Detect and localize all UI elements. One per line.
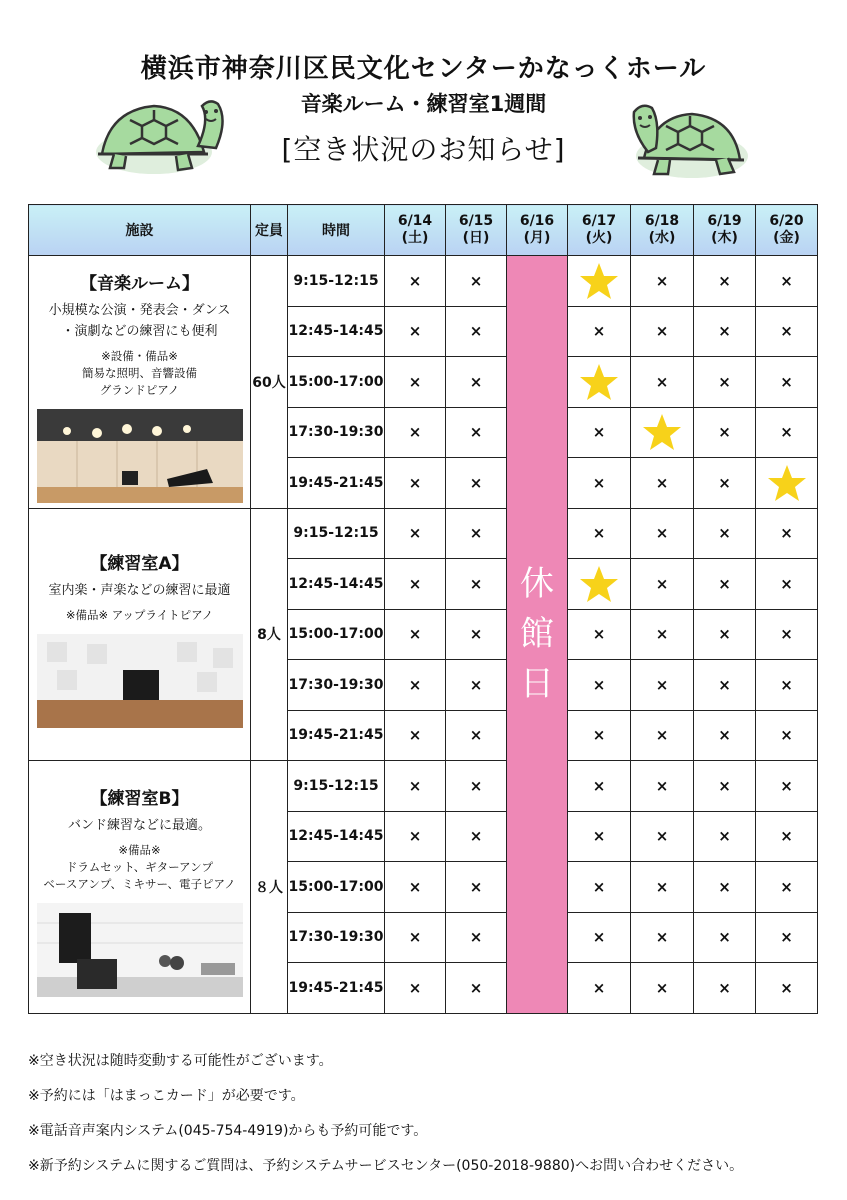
header-date-5 <box>694 205 756 256</box>
availability-cell-full: × <box>385 407 446 458</box>
availability-cell-full: × <box>756 912 818 963</box>
availability-cell-full: × <box>385 710 446 761</box>
available-star-icon <box>579 362 619 402</box>
time-slot: 15:00-17:00 <box>288 357 385 408</box>
availability-cell-full: × <box>756 256 818 307</box>
closed-char: 館 <box>520 614 554 655</box>
availability-cell-full: × <box>694 912 756 963</box>
date-label: 6/20 <box>769 213 804 229</box>
availability-cell-full: × <box>631 761 694 812</box>
availability-cell-full: × <box>756 559 818 610</box>
availability-cell-full: × <box>694 609 756 660</box>
available-star-icon <box>642 412 682 452</box>
availability-cell-full: × <box>568 761 631 812</box>
availability-cell-full: × <box>446 609 507 660</box>
availability-cell-full: × <box>694 256 756 307</box>
facility-description <box>29 580 250 601</box>
availability-cell-full: × <box>756 710 818 761</box>
day-label: (月) <box>523 230 551 246</box>
availability-cell-available <box>568 559 631 610</box>
time-slot: 12:45-14:45 <box>288 811 385 862</box>
facility-name: 【練習室B】 <box>90 789 189 810</box>
facility-equip-line: ベースアンプ、ミキサー、電子ピアノ <box>43 877 236 892</box>
availability-cell-full: × <box>446 508 507 559</box>
time-slot: 19:45-21:45 <box>288 710 385 761</box>
availability-cell-full: × <box>568 407 631 458</box>
availability-cell-full: × <box>631 357 694 408</box>
capacity-cell: 60人 <box>251 256 288 509</box>
availability-cell-full: × <box>756 761 818 812</box>
availability-cell-full: × <box>694 508 756 559</box>
facility-name: 【練習室A】 <box>90 553 189 574</box>
time-slot: 9:15-12:15 <box>288 761 385 812</box>
availability-cell-full: × <box>631 811 694 862</box>
time-slot: 9:15-12:15 <box>288 256 385 307</box>
availability-cell-full: × <box>446 963 507 1014</box>
availability-cell-full: × <box>756 963 818 1014</box>
header-date-4 <box>631 205 694 256</box>
facility-equip-line: グランドピアノ <box>99 382 180 397</box>
note-1: ※空き状況は随時変動する可能性がございます。 <box>28 1053 333 1069</box>
facility-equip-line: ※設備・備品※ <box>101 348 178 363</box>
availability-cell-full: × <box>568 912 631 963</box>
day-label: (木) <box>711 230 738 246</box>
availability-cell-full: × <box>568 458 631 509</box>
facility-desc-line: バンド練習などに最適。 <box>67 818 211 834</box>
availability-cell-full: × <box>631 963 694 1014</box>
time-slot: 12:45-14:45 <box>288 559 385 610</box>
day-label: (日) <box>462 230 490 246</box>
availability-cell-full: × <box>694 458 756 509</box>
table-row <box>29 256 818 307</box>
availability-cell-full: × <box>385 811 446 862</box>
availability-cell-full: × <box>631 710 694 761</box>
facility-desc-line: ・演劇などの練習にも便利 <box>61 323 218 339</box>
availability-cell-full: × <box>756 357 818 408</box>
facility-desc-line: 室内楽・声楽などの練習に最適 <box>48 582 231 598</box>
time-slot: 19:45-21:45 <box>288 458 385 509</box>
availability-cell-full: × <box>694 357 756 408</box>
facility-cell <box>29 256 251 509</box>
availability-cell-full: × <box>446 357 507 408</box>
availability-cell-full: × <box>385 306 446 357</box>
availability-cell-full: × <box>631 306 694 357</box>
facility-equipment <box>29 607 250 624</box>
table-row <box>29 508 818 559</box>
closed-char: 休 <box>520 564 554 605</box>
notes-section <box>28 1044 743 1184</box>
day-label: (土) <box>401 230 429 246</box>
facility-photo <box>37 409 243 503</box>
availability-cell-full: × <box>568 862 631 913</box>
availability-cell-full: × <box>446 559 507 610</box>
availability-cell-full: × <box>756 660 818 711</box>
availability-cell-full: × <box>756 609 818 660</box>
availability-cell-full: × <box>385 912 446 963</box>
availability-cell-full: × <box>631 559 694 610</box>
day-label: (金) <box>773 230 800 246</box>
music-room-photo <box>37 409 243 503</box>
capacity-cell: 8人 <box>251 508 288 761</box>
availability-cell-full: × <box>694 306 756 357</box>
time-slot: 15:00-17:00 <box>288 862 385 913</box>
time-slot: 19:45-21:45 <box>288 963 385 1014</box>
availability-cell-full: × <box>446 306 507 357</box>
page-subtitle: 音楽ルーム・練習室1週間 <box>300 92 547 116</box>
facility-equip-line: ※備品※ <box>118 843 161 858</box>
availability-cell-full: × <box>385 256 446 307</box>
availability-cell-full: × <box>631 660 694 711</box>
availability-cell-available <box>568 357 631 408</box>
availability-cell-full: × <box>694 963 756 1014</box>
availability-cell-full: × <box>756 862 818 913</box>
date-label: 6/17 <box>581 213 617 229</box>
availability-cell-full: × <box>446 862 507 913</box>
note-4: ※新予約システムに関するご質問は、予約システムサービスセンター(050-2018-9880)へお問い合わせください。 <box>28 1158 744 1174</box>
availability-cell-full: × <box>756 508 818 559</box>
availability-cell-full: × <box>385 508 446 559</box>
facility-photo <box>37 903 243 997</box>
header-date-6 <box>756 205 818 256</box>
date-label: 6/14 <box>397 213 433 229</box>
facility-name: 【音楽ルーム】 <box>80 273 199 294</box>
availability-cell-full: × <box>568 963 631 1014</box>
notice-heading: [空き状況のお知らせ] <box>281 133 566 166</box>
facility-equip-line: 簡易な照明、音響設備 <box>82 365 197 380</box>
availability-cell-full: × <box>694 862 756 913</box>
availability-cell-full: × <box>631 458 694 509</box>
availability-cell-full: × <box>568 609 631 660</box>
time-slot: 17:30-19:30 <box>288 660 385 711</box>
facility-photo <box>37 634 243 728</box>
header-date-3 <box>568 205 631 256</box>
header-date-0 <box>385 205 446 256</box>
note-3: ※電話音声案内システム(045-754-4919)からも予約可能です。 <box>28 1123 428 1139</box>
closed-char: 日 <box>520 664 554 705</box>
availability-cell-full: × <box>446 761 507 812</box>
availability-cell-full: × <box>631 912 694 963</box>
availability-cell-full: × <box>694 811 756 862</box>
availability-cell-full: × <box>385 862 446 913</box>
day-label: (水) <box>648 230 676 246</box>
availability-cell-full: × <box>446 407 507 458</box>
practice-room-a-photo <box>37 634 243 728</box>
availability-cell-full: × <box>385 660 446 711</box>
availability-cell-full: × <box>568 660 631 711</box>
availability-cell-available <box>631 407 694 458</box>
availability-cell-full: × <box>446 660 507 711</box>
availability-cell-full: × <box>631 609 694 660</box>
availability-cell-full: × <box>568 508 631 559</box>
availability-table <box>28 204 818 1014</box>
note-2: ※予約には「はまっこカード」が必要です。 <box>28 1088 305 1104</box>
date-label: 6/16 <box>519 213 555 229</box>
availability-cell-full: × <box>568 811 631 862</box>
facility-description <box>29 815 250 836</box>
availability-cell-full: × <box>694 559 756 610</box>
turtle-left-illustration <box>92 92 242 184</box>
availability-cell-full: × <box>694 660 756 711</box>
time-slot: 9:15-12:15 <box>288 508 385 559</box>
availability-cell-full: × <box>694 710 756 761</box>
availability-cell-full: × <box>631 256 694 307</box>
availability-cell-full: × <box>631 862 694 913</box>
availability-cell-full: × <box>756 811 818 862</box>
availability-cell-full: × <box>756 407 818 458</box>
availability-cell-full: × <box>568 306 631 357</box>
available-star-icon <box>767 463 807 503</box>
available-star-icon <box>579 564 619 604</box>
time-slot: 17:30-19:30 <box>288 912 385 963</box>
availability-cell-full: × <box>385 609 446 660</box>
page-title: 横浜市神奈川区民文化センターかなっくホール <box>140 54 707 84</box>
closed-day-cell <box>507 256 568 1014</box>
availability-cell-full: × <box>446 256 507 307</box>
date-label: 6/15 <box>458 213 494 229</box>
capacity-cell: ８人 <box>251 761 288 1014</box>
availability-cell-full: × <box>568 710 631 761</box>
day-label: (火) <box>585 230 613 246</box>
availability-cell-available <box>568 256 631 307</box>
header-facility: 施設 <box>29 205 251 256</box>
facility-cell <box>29 508 251 761</box>
availability-cell-full: × <box>694 761 756 812</box>
facility-description <box>29 300 250 342</box>
availability-cell-full: × <box>385 963 446 1014</box>
availability-cell-available <box>756 458 818 509</box>
available-star-icon <box>579 261 619 301</box>
availability-cell-full: × <box>385 458 446 509</box>
availability-cell-full: × <box>446 811 507 862</box>
table-row <box>29 761 818 812</box>
facility-equip-line: ドラムセット、ギターアンプ <box>65 860 214 875</box>
date-label: 6/19 <box>707 213 742 229</box>
availability-cell-full: × <box>446 912 507 963</box>
facility-desc-line: 小規模な公演・発表会・ダンス <box>48 302 231 318</box>
facility-equipment <box>29 842 250 893</box>
availability-cell-full: × <box>446 710 507 761</box>
availability-cell-full: × <box>756 306 818 357</box>
date-label: 6/18 <box>644 213 680 229</box>
availability-cell-full: × <box>631 508 694 559</box>
availability-cell-full: × <box>694 407 756 458</box>
availability-cell-full: × <box>385 761 446 812</box>
practice-room-b-photo <box>37 903 243 997</box>
header-capacity: 定員 <box>251 205 288 256</box>
facility-equipment <box>29 348 250 399</box>
header-date-2 <box>507 205 568 256</box>
facility-cell <box>29 761 251 1014</box>
availability-cell-full: × <box>385 357 446 408</box>
time-slot: 12:45-14:45 <box>288 306 385 357</box>
header-time: 時間 <box>288 205 385 256</box>
time-slot: 15:00-17:00 <box>288 609 385 660</box>
availability-cell-full: × <box>385 559 446 610</box>
table-header-row <box>29 205 818 256</box>
turtle-right-illustration <box>612 96 752 188</box>
availability-cell-full: × <box>446 458 507 509</box>
facility-equip-line: ※備品※ アップライトピアノ <box>65 607 214 622</box>
time-slot: 17:30-19:30 <box>288 407 385 458</box>
header-date-1 <box>446 205 507 256</box>
closed-day-label <box>507 559 567 709</box>
